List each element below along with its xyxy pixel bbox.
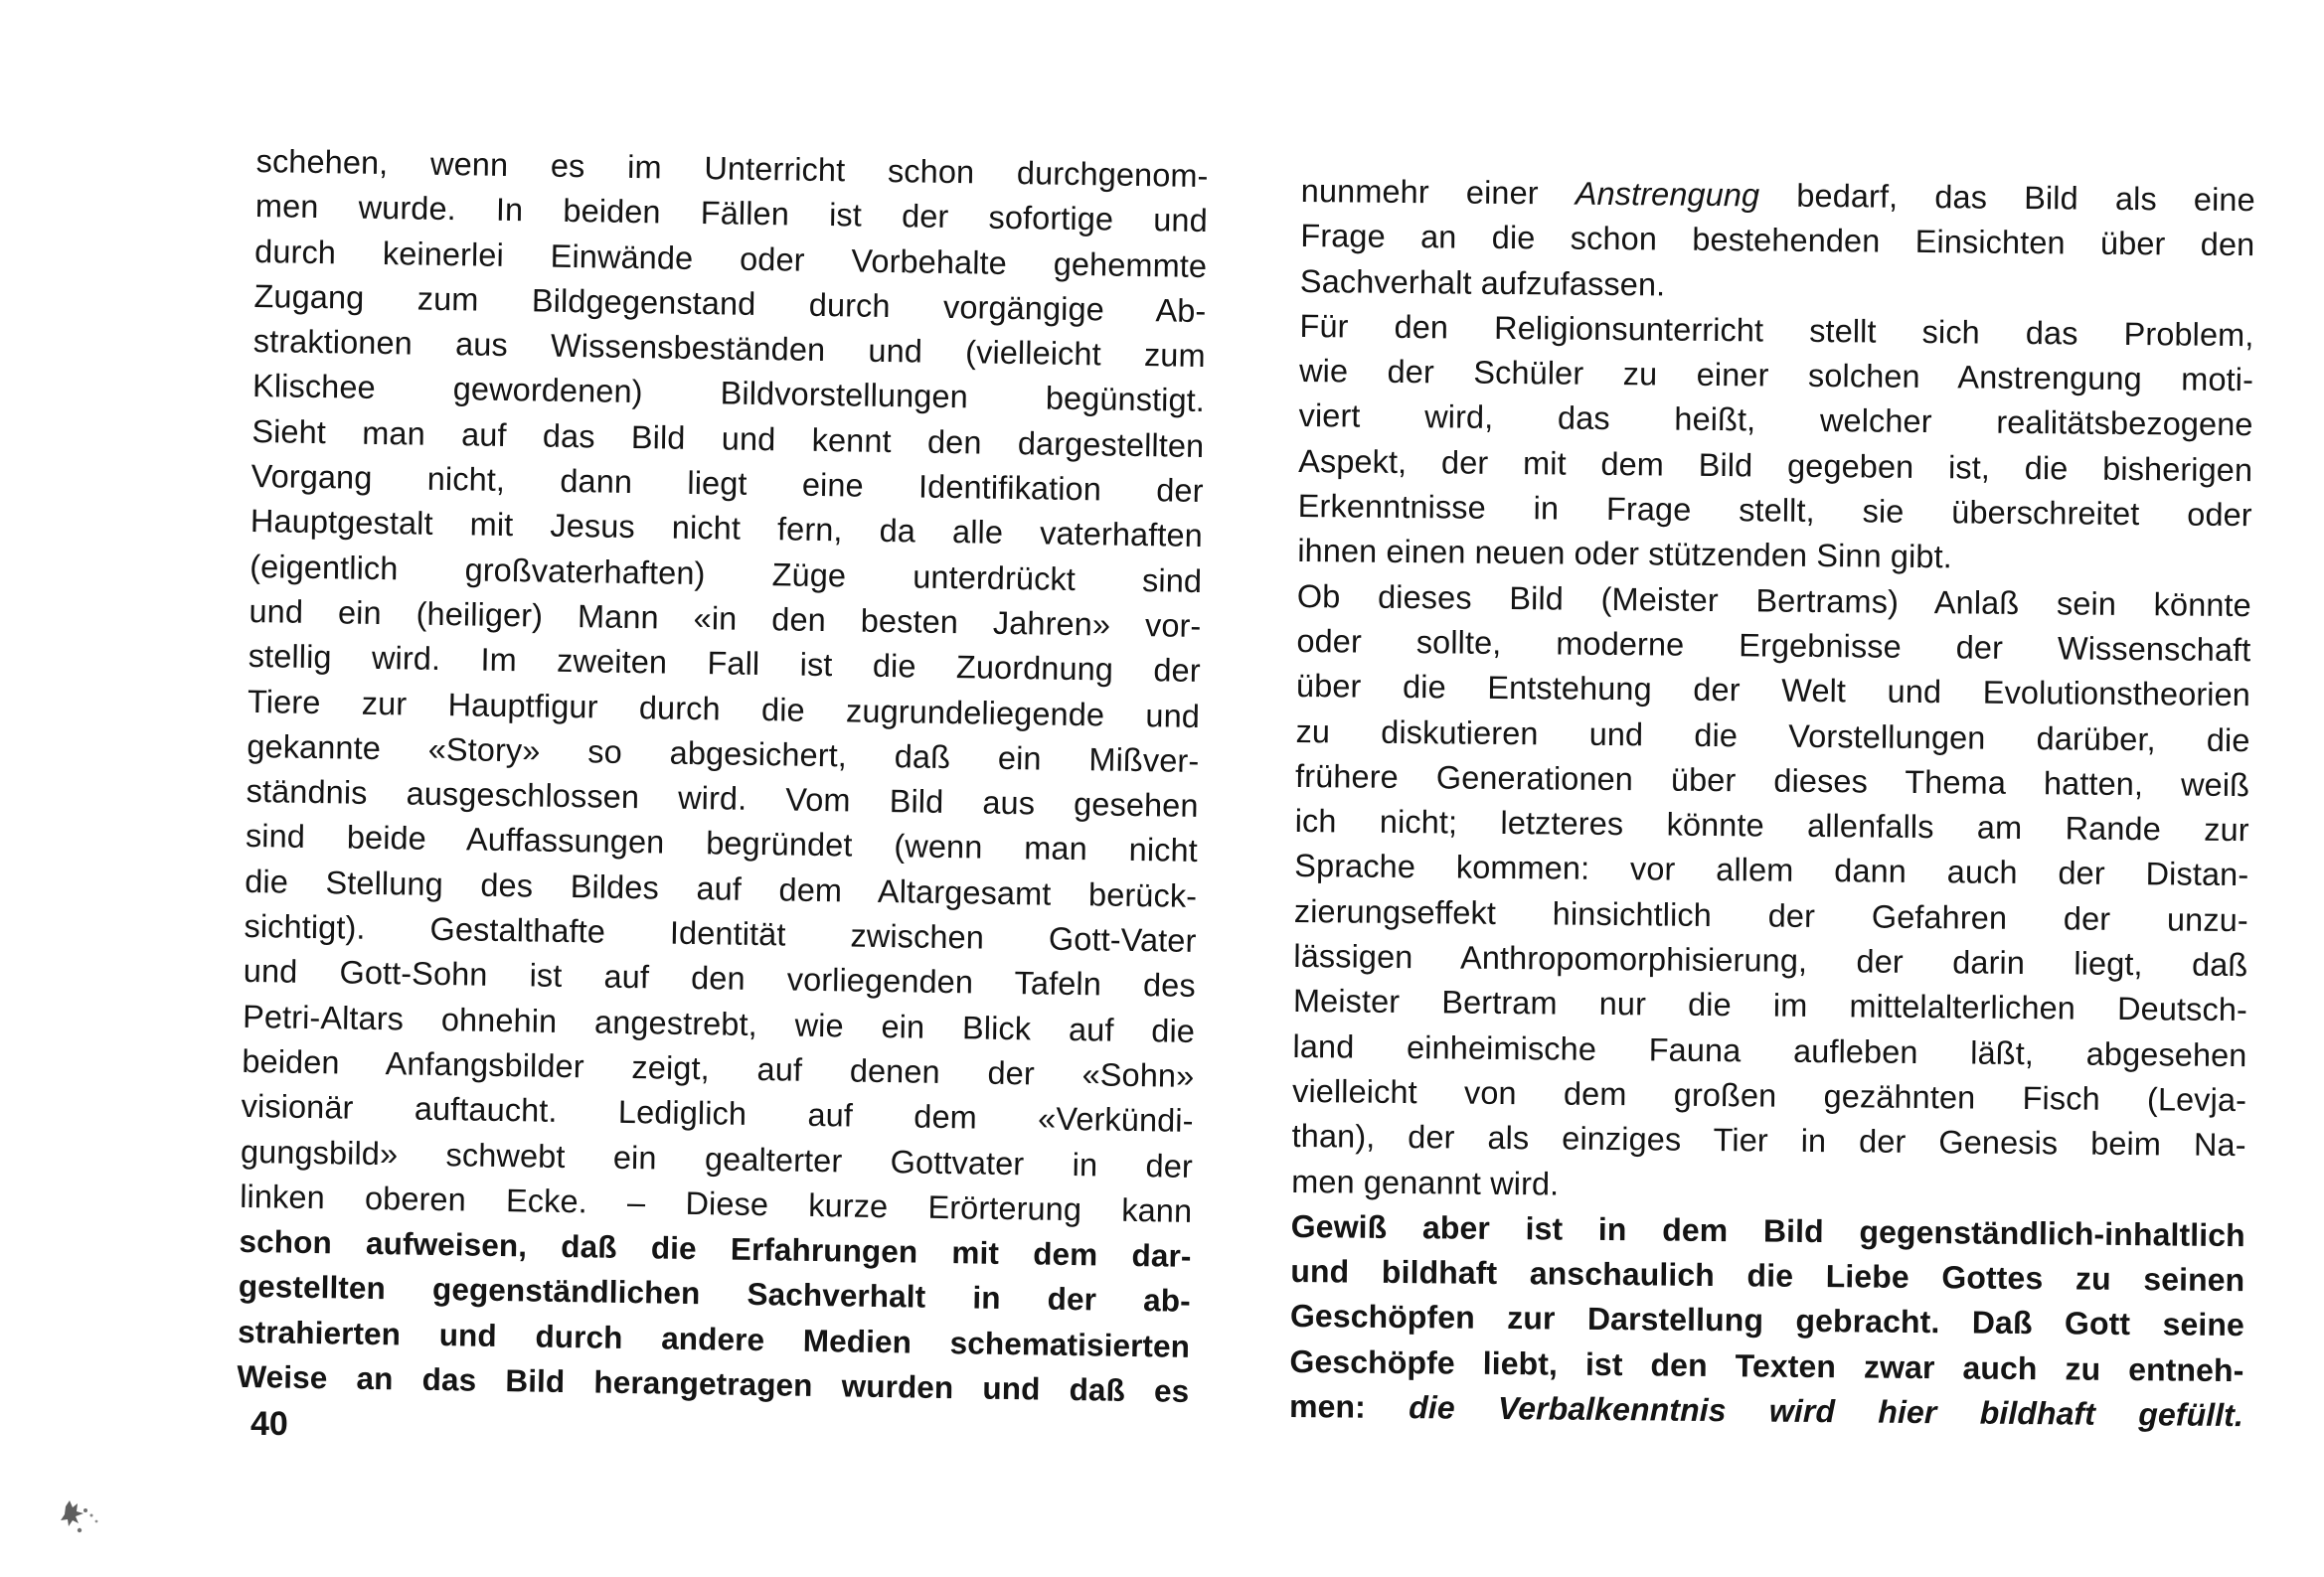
text-line: vielleicht von dem großen gezähnten Fisch (Levja- [1291, 1072, 2247, 1119]
text-line: sind beide Auffassungen begründet (wenn man nicht [245, 818, 1199, 869]
text-line: (eigentlich großvaterhaften) Züge unterdrückt sind [249, 548, 1203, 599]
right-text-column [1289, 169, 2255, 1438]
text-line: Weise an das Bild herangetragen wurden und daß es [237, 1357, 1190, 1409]
text-line: Vorgang nicht, dann liegt eine Identifikation der [250, 458, 1204, 510]
text-line: viert wird, das heißt, welcher realitätsbezogene [1298, 397, 2253, 443]
text-line: gungsbild» schwebt ein gealterter Gottvater in der [240, 1133, 1194, 1184]
text-line: beiden Anfangsbilder zeigt, auf denen der «Sohn» [242, 1042, 1195, 1094]
text-line: visionär auftaucht. Lediglich auf dem «Verkündi- [241, 1088, 1194, 1140]
text-line [1289, 1384, 2243, 1439]
emphasized-word: Anstrengung [1575, 175, 1760, 214]
text-line: Ob dieses Bild (Meister Bertrams) Anlaß sein könnte [1296, 577, 2252, 623]
text-line: land einheimische Fauna aufleben läßt, abgesehen [1292, 1027, 2247, 1073]
text-line: schehen, wenn es im Unterricht schon durchgenom- [255, 142, 1209, 195]
text-line: strahierten und durch andere Medien schematisierten [237, 1313, 1191, 1364]
text-line: Meister Bertram nur die im mittelalterlichen Deutsch- [1292, 983, 2248, 1028]
text-line: und Gott-Sohn ist auf den vorliegenden Tafeln des [243, 953, 1197, 1005]
text-line: Tiere zur Hauptfigur durch die zugrundeliegende und [247, 683, 1201, 734]
text-line: Petri-Altars ohnehin angestrebt, wie ein Blick auf die [242, 998, 1196, 1049]
text-line: Geschöpfen zur Darstellung gebracht. Daß Gott seine [1289, 1298, 2245, 1343]
text-line: Aspekt, der mit dem Bild gegeben ist, die bisherigen [1298, 442, 2253, 488]
text-line: Erkenntnisse in Frage stellt, sie überschreitet oder [1297, 488, 2252, 534]
text-line: sichtigt). Gestalthafte Identität zwischen Gott-Vater [244, 907, 1197, 959]
text-line: und bildhaft anschaulich die Liebe Gottes zu seinen [1290, 1253, 2245, 1299]
text-line: Sieht man auf das Bild und kennt den dargestellten [251, 412, 1205, 464]
text-line: straktionen aus Wissensbeständen und (vielleicht zum [252, 323, 1206, 375]
text-line: oder sollte, moderne Ergebnisse der Wissenschaft [1296, 622, 2251, 669]
text-fragment: bedarf, das Bild als eine [1759, 177, 2255, 219]
text-line: zu diskutieren und die Vorstellungen darüber, die [1295, 712, 2250, 758]
scan-specks [52, 1489, 121, 1548]
text-fragment: nunmehr einer [1300, 172, 1576, 212]
text-line: die Stellung des Bildes auf dem Altargesamt berück- [244, 863, 1198, 914]
text-fragment: men: [1288, 1387, 1410, 1426]
text-line: und ein (heiliger) Mann «in den besten Jahren» vor- [249, 592, 1202, 644]
text-line: wie der Schüler zu einer solchen Anstrengung moti- [1298, 353, 2254, 398]
text-line: Gewiß aber ist in dem Bild gegenständlich-inhaltlich [1290, 1207, 2245, 1253]
text-line: gestellten gegenständlichen Sachverhalt in der ab- [238, 1268, 1192, 1320]
text-line: Für den Religionsunterricht stellt sich das Problem, [1299, 307, 2254, 354]
text-line: Sprache kommen: vor allem dann auch der Distan- [1294, 848, 2249, 893]
text-line: gekannte «Story» so abgesichert, daß ein Mißver- [247, 727, 1200, 779]
text-line: ständnis ausgeschlossen wird. Vom Bild aus gesehen [246, 773, 1199, 825]
text-line: Geschöpfe liebt, ist den Texten zwar auch zu entneh- [1289, 1342, 2244, 1388]
text-line: Zugang zum Bildgegenstand durch vorgängige Ab- [253, 277, 1207, 329]
page-number: 40 [250, 1405, 288, 1443]
text-line: than), der als einziges Tier in der Genesis beim Na- [1291, 1118, 2246, 1164]
text-line: ich nicht; letzteres könnte allenfalls am Rande zur [1294, 803, 2249, 849]
text-line: schon aufweisen, daß die Erfahrungen mit dem dar- [239, 1222, 1192, 1275]
text-line: men genannt wird. [1291, 1163, 1560, 1202]
text-line: ihnen einen neuen oder stützenden Sinn gibt. [1297, 533, 1952, 575]
text-line: lässigen Anthropomorphisierung, der darin liegt, daß [1293, 938, 2248, 984]
text-line: Hauptgestalt mit Jesus nicht fern, da alle vaterhaften [249, 503, 1204, 554]
right-page [1162, 0, 2324, 1577]
text-line: Frage an die schon bestehenden Einsichten über den [1300, 218, 2255, 263]
left-text-column [237, 139, 1209, 1414]
text-line: men wurde. In beiden Fällen ist der sofortige und [254, 188, 1209, 239]
text-line: frühere Generationen über dieses Thema hatten, weiß [1294, 757, 2250, 804]
text-line: Klischee gewordenen) Bildvorstellungen begünstigt. [251, 368, 1206, 419]
text-line: über die Entstehung der Welt und Evolutionstheorien [1295, 668, 2251, 713]
text-line: stellig wird. Im zweiten Fall ist die Zuordnung der [248, 638, 1201, 690]
text-line: Sachverhalt aufzufassen. [1299, 262, 1666, 303]
text-line: zierungseffekt hinsichtlich der Gefahren der unzu- [1293, 892, 2248, 938]
text-line: linken oberen Ecke. – Diese kurze Erörterung kann [240, 1178, 1193, 1229]
emphasized-sentence: die Verbalkenntnis wird hier bildhaft gefüllt. [1409, 1389, 2244, 1434]
text-line: durch keinerlei Einwände oder Vorbehalte gehemmte [253, 233, 1208, 284]
